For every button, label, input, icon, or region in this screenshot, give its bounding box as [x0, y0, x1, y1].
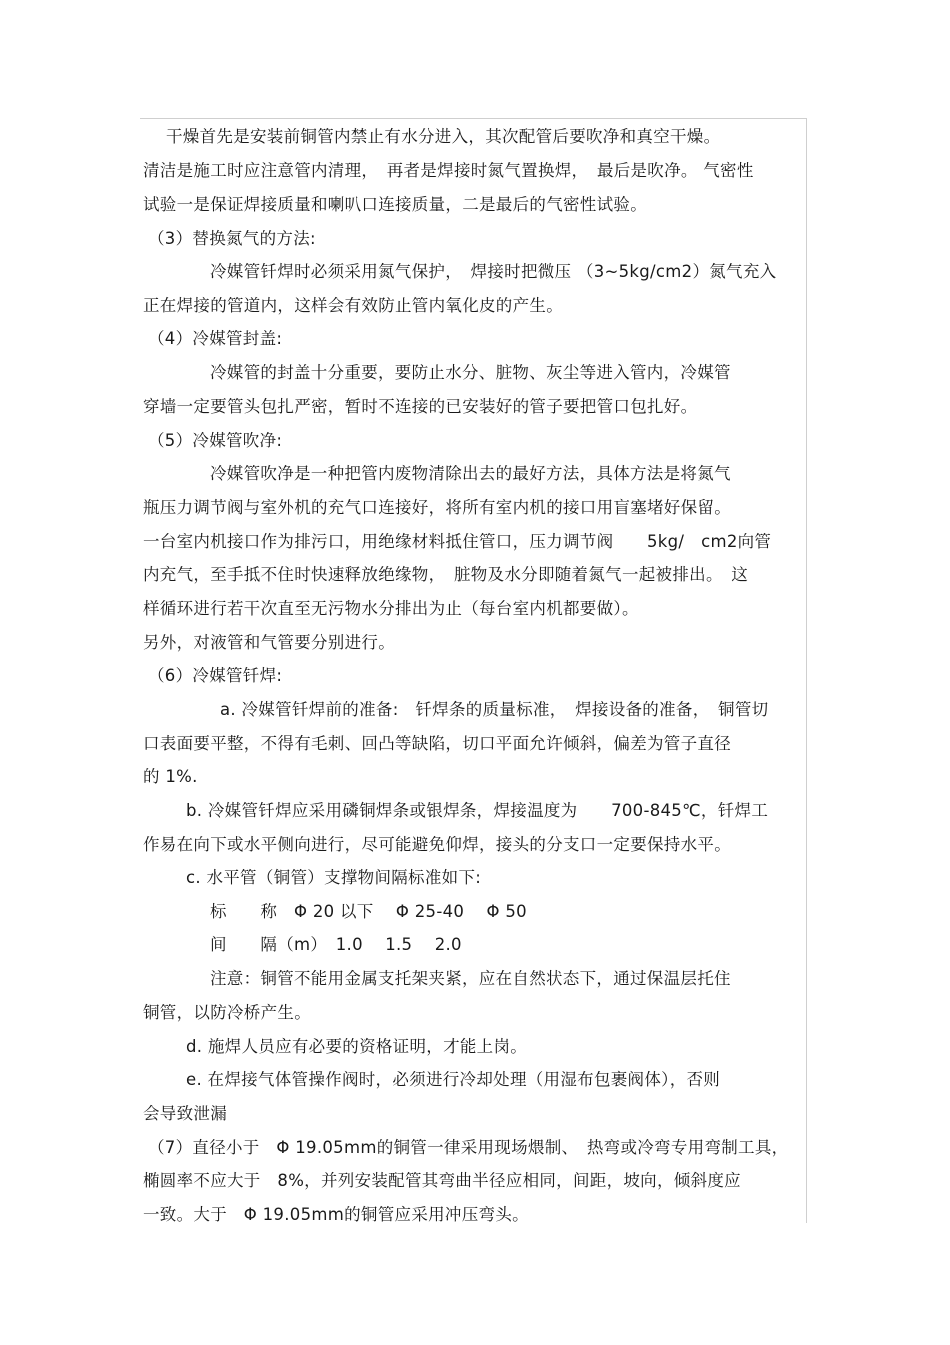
- section-heading: （5）冷媒管吹净:: [148, 431, 283, 450]
- text-line: 一台室内机接口作为排污口，用绝缘材料抵住管口，压力调节阀 5kg/ cm2向管: [143, 532, 772, 551]
- text-line: 注意：铜管不能用金属支托架夹紧，应在自然状态下，通过保温层托住: [210, 969, 731, 988]
- text-line: 正在焊接的管道内，这样会有效防止管内氧化皮的产生。: [143, 296, 563, 315]
- text-line: 一致。大于 Φ 19.05mm的铜管应采用冲压弯头。: [143, 1205, 529, 1224]
- text-line: 干燥首先是安装前铜管内禁止有水分进入，其次配管后要吹净和真空干燥。: [166, 127, 721, 146]
- text-line: 椭圆率不应大于 8%，并列安装配管其弯曲半径应相同，间距，坡向，倾斜度应: [143, 1171, 741, 1190]
- text-line: a. 冷媒管钎焊前的准备: 钎焊条的质量标准， 焊接设备的准备， 铜管切: [220, 700, 769, 719]
- section-heading: （3）替换氮气的方法:: [148, 229, 316, 248]
- text-line: 口表面要平整，不得有毛刺、回凸等缺陷，切口平面允许倾斜，偏差为管子直径: [143, 734, 731, 753]
- text-line: 会导致泄漏: [143, 1104, 227, 1123]
- section-heading: （6）冷媒管钎焊:: [148, 666, 283, 685]
- text-line: 铜管，以防冷桥产生。: [143, 1003, 311, 1022]
- text-line: 穿墙一定要管头包扎严密，暂时不连接的已安装好的管子要把管口包扎好。: [143, 397, 698, 416]
- text-line: 内充气，至手抵不住时快速释放绝缘物， 脏物及水分即随着氮气一起被排出。 这: [143, 565, 749, 584]
- text-line: 作易在向下或水平侧向进行，尽可能避免仰焊，接头的分支口一定要保持水平。: [143, 835, 731, 854]
- text-line: 清洁是施工时应注意管内清理， 再者是焊接时氮气置换焊， 最后是吹净。 气密性: [143, 161, 754, 180]
- text-line: 冷媒管的封盖十分重要，要防止水分、脏物、灰尘等进入管内，冷媒管: [210, 363, 731, 382]
- section-heading: （4）冷媒管封盖:: [148, 329, 283, 348]
- text-line: d. 施焊人员应有必要的资格证明，才能上岗。: [186, 1037, 528, 1056]
- text-line: e. 在焊接气体管操作阀时，必须进行冷却处理（用湿布包裹阀体），否则: [186, 1070, 721, 1089]
- text-line: 另外，对液管和气管要分别进行。: [143, 633, 395, 652]
- text-line: 的 1%.: [143, 767, 198, 786]
- text-line: c. 水平管（铜管）支撑物间隔标准如下:: [186, 868, 482, 887]
- text-line: 试验一是保证焊接质量和喇叭口连接质量，二是最后的气密性试验。: [143, 195, 647, 214]
- text-line: 瓶压力调节阀与室外机的充气口连接好，将所有室内机的接口用盲塞堵好保留。: [143, 498, 731, 517]
- text-line: 样循环进行若干次直至无污物水分排出为止（每台室内机都要做）。: [143, 599, 639, 618]
- text-line: 冷媒管吹净是一种把管内废物清除出去的最好方法，具体方法是将氮气: [210, 464, 731, 483]
- text-line: 冷媒管钎焊时必须采用氮气保护， 焊接时把微压 （3~5kg/cm2）氮气充入: [210, 262, 777, 281]
- spacing-table-row: 间 隔（m） 1.0 1.5 2.0: [210, 935, 462, 954]
- text-line: （7）直径小于 Φ 19.05mm的铜管一律采用现场煨制、 热弯或冷弯专用弯制工具，: [148, 1138, 789, 1157]
- text-line: b. 冷媒管钎焊应采用磷铜焊条或银焊条，焊接温度为 700-845℃，钎焊工: [186, 801, 769, 820]
- spacing-table-row: 标 称 Φ 20 以下 Φ 25-40 Φ 50: [210, 902, 527, 921]
